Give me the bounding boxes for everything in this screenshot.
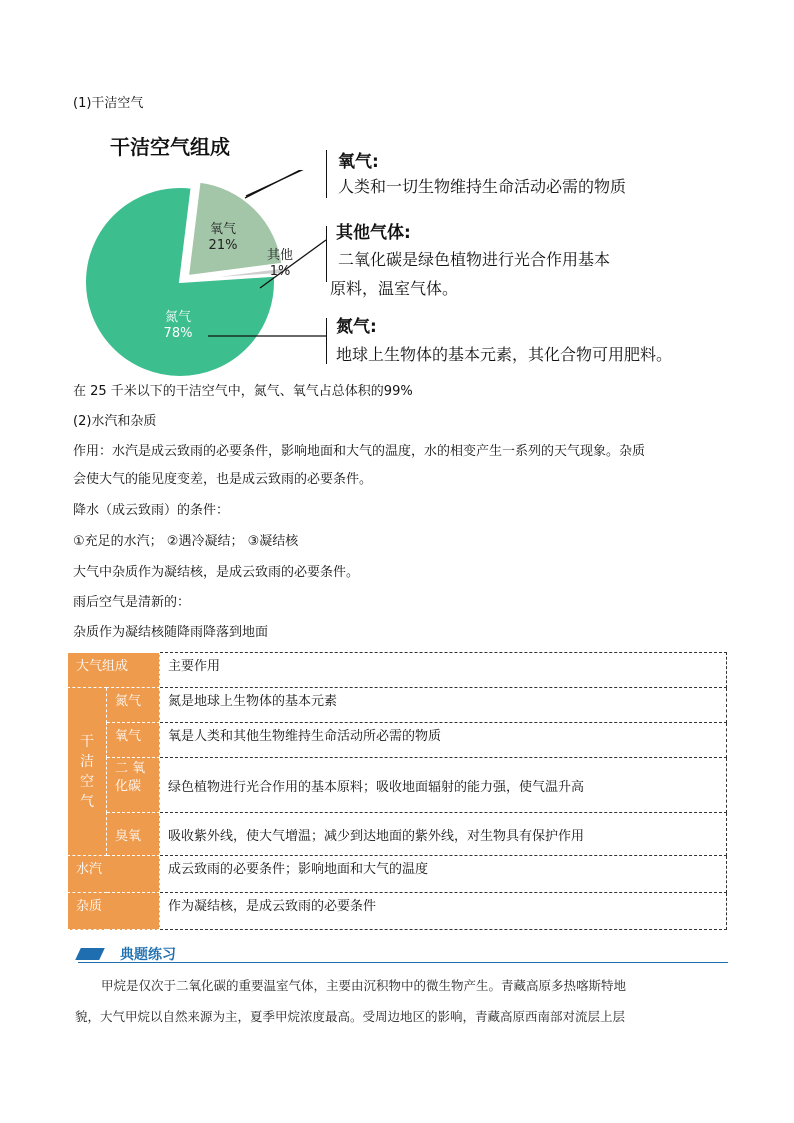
table-cell-oxygen: 氧气: [107, 723, 160, 758]
table-cell-vapor: 水汽: [68, 856, 160, 893]
oxygen-leader-line: [246, 170, 328, 196]
other-bracket: [326, 226, 327, 282]
pie-label-oxygen: [198, 222, 248, 254]
text-line-3b: 会使大气的能见度变差，也是成云致雨的必要条件。: [73, 472, 373, 487]
pie-label-other-name: 其他: [266, 248, 293, 263]
callout-oxygen-head: 氧气:: [338, 152, 379, 172]
pie-label-oxygen-name: 氧气: [209, 222, 236, 237]
table-cell-nitrogen: 氮气: [107, 688, 160, 723]
table-cell-nitrogen-function: 氮是地球上生物体的基本元素: [160, 688, 727, 723]
oxygen-bracket: [326, 150, 327, 198]
callout-nitrogen-head: 氮气:: [336, 317, 377, 337]
table-cell-vapor-function: 成云致雨的必要条件；影响地面和大气的温度: [160, 856, 727, 893]
atmosphere-table: [67, 652, 727, 930]
table-cell-impurity: 杂质: [68, 893, 160, 930]
text-line-1: 在 25 千米以下的干洁空气中，氮气、氧气占总体积的99%: [73, 384, 413, 399]
table-row: [68, 758, 727, 813]
table-row: [68, 856, 727, 893]
oxygen-leader-line-2: [245, 170, 326, 198]
section-heading-vapor: (2)水汽和杂质: [73, 414, 157, 429]
pie-label-nitrogen-name: 氮气: [164, 310, 191, 325]
table-row: [68, 813, 727, 856]
text-line-6: 大气中杂质作为凝结核，是成云致雨的必要条件。: [73, 565, 360, 580]
pie-label-oxygen-value: 21%: [208, 238, 238, 253]
nitrogen-bracket: [326, 318, 327, 364]
text-line-8: 杂质作为凝结核随降雨降落到地面: [73, 625, 269, 640]
table-header-function: 主要作用: [160, 653, 727, 688]
table-row: [68, 688, 727, 723]
table-cell-co2-function: 绿色植物进行光合作用的基本原料；吸收地面辐射的能力强，使气温升高: [160, 758, 727, 813]
table-cell-co2: 二 氧化碳: [107, 758, 160, 813]
pie-label-nitrogen: [150, 310, 206, 342]
text-line-7: 雨后空气是清新的：: [73, 595, 191, 610]
text-line-3a: 作用：水汽是成云致雨的必要条件，影响地面和大气的温度，水的相变产生一系列的天气现象。杂质: [73, 444, 646, 459]
pie-label-nitrogen-value: 78%: [163, 326, 193, 341]
callout-nitrogen-text: 地球上生物体的基本元素，其化合物可用肥料。: [336, 345, 673, 364]
table-row: [68, 653, 727, 688]
pie-label-other: [262, 248, 298, 280]
text-line-4: 降水（成云致雨）的条件：: [73, 503, 230, 518]
callout-other-text1: 二氧化碳是绿色植物进行光合作用基本: [338, 250, 611, 269]
callout-other-head: 其他气体:: [336, 223, 411, 243]
pie-chart: [70, 170, 350, 380]
section-bar: [78, 944, 728, 963]
table-group-dry-air-label: 干洁空气: [80, 733, 94, 810]
text-line-5: ①充足的水汽； ②遇冷凝结； ③凝结核: [73, 534, 299, 549]
table-header-composition: 大气组成: [68, 653, 160, 688]
chart-title: 干洁空气组成: [110, 135, 230, 159]
callout-other-text2: 原料，温室气体。: [330, 279, 459, 298]
pie-label-other-value: 1%: [269, 264, 291, 279]
exercise-line-1: 甲烷是仅次于二氧化碳的重要温室气体，主要由沉积物中的微生物产生。青藏高原多热喀斯特地: [101, 978, 627, 993]
section-marker-icon: [75, 948, 105, 960]
exercise-line-2: 貌，大气甲烷以自然来源为主，夏季甲烷浓度最高。受周边地区的影响，青藏高原西南部对流层上层: [75, 1009, 626, 1024]
section-title: 典题练习: [120, 947, 176, 963]
table-cell-impurity-function: 作为凝结核，是成云致雨的必要条件: [160, 893, 727, 930]
table-row: [68, 893, 727, 930]
table-group-dry-air: [68, 688, 107, 856]
callout-oxygen-text: 人类和一切生物维持生命活动必需的物质: [338, 177, 627, 196]
section-heading-dry-air: (1)干洁空气: [73, 96, 144, 111]
table-cell-ozone: 臭氧: [107, 813, 160, 856]
table-cell-ozone-function: 吸收紫外线，使大气增温；减少到达地面的紫外线，对生物具有保护作用: [160, 813, 727, 856]
table-cell-oxygen-function: 氧是人类和其他生物维持生命活动所必需的物质: [160, 723, 727, 758]
table-row: [68, 723, 727, 758]
